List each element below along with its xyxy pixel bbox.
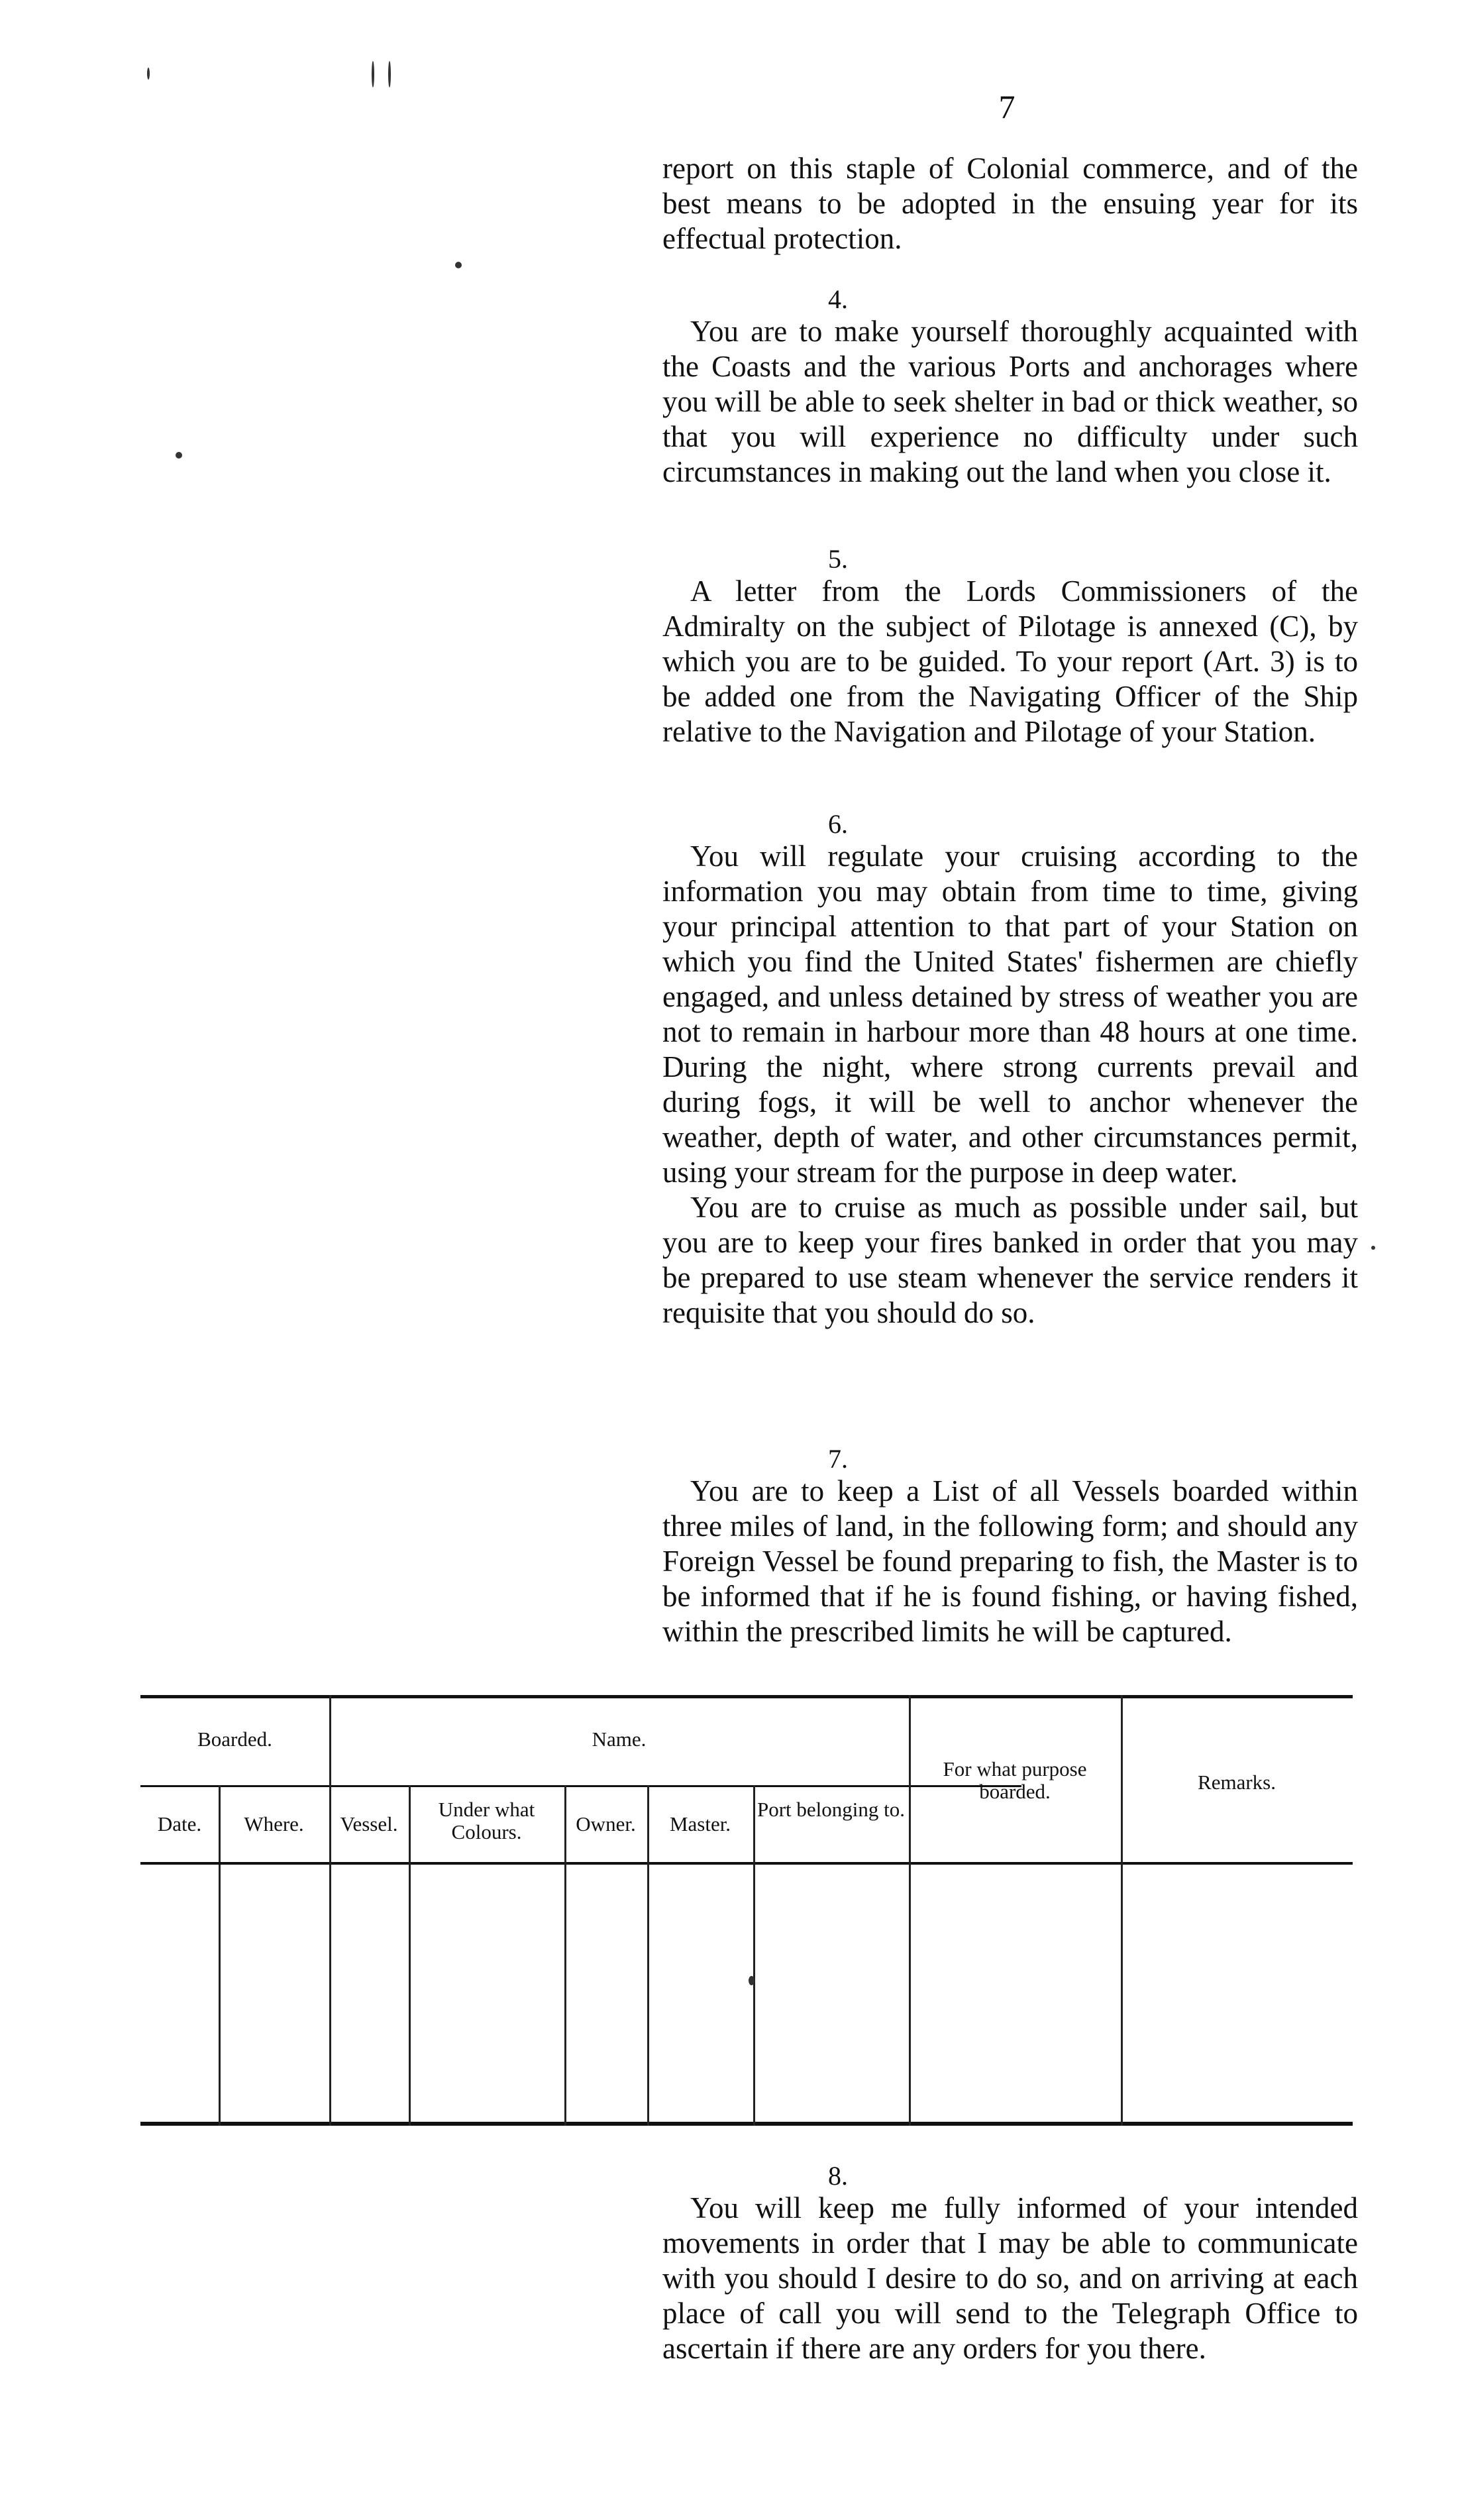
column-divider <box>1121 1695 1123 2126</box>
ink-spot <box>1371 1246 1375 1250</box>
page-number: 7 <box>998 88 1015 125</box>
vessels-boarded-table <box>140 1695 1353 2126</box>
section-number: 5. <box>828 544 848 574</box>
section-paragraph: You will regulate your cruising according to the information you may obtain from time to time, giving your principal attention to that part of your Station on which you find the United States' fishermen are chiefly engaged, and unless detained by stress of weather you are not to remain in harbour more than 48 hours at one time. During the night, where strong currents prevail and during fogs, it will be well to anchor whenever the weather, depth of water, and other circumstances permit, using your stream for the purpose in deep water. <box>662 840 1358 1189</box>
section-number: 8. <box>828 2161 848 2191</box>
section-7 <box>662 1445 1358 1649</box>
section-paragraph: A letter from the Lords Commissioners of the Admiralty on the subject of Pilotage is annexed (C), by which you are to be guided. To your report (Art. 3) is to be added one from the Navigating Officer of the Ship relative to the Navigation and Pilotage of your Station. <box>662 575 1358 748</box>
header-port: Port belonging to. <box>756 1798 906 1821</box>
header-name: Name. <box>592 1727 647 1751</box>
header-purpose: For what purpose boarded. <box>943 1757 1087 1803</box>
column-divider <box>409 1865 411 2126</box>
section-paragraph: You are to keep a List of all Vessels boarded within three miles of land, in the following form; and should any Foreign Vessel be found preparing to fish, the Master is to be informed that if he is found fishing, or having fished, within the prescribed limits he will be captured. <box>662 1474 1358 1648</box>
section-number: 6. <box>828 809 848 839</box>
ink-spot <box>749 1976 755 1985</box>
header-boarded: Boarded. <box>197 1727 272 1751</box>
section-number: 7. <box>828 1444 848 1474</box>
margin-mark <box>372 61 374 87</box>
header-date: Date. <box>157 1812 202 1835</box>
table-top-rule <box>140 1695 1353 1698</box>
column-divider <box>329 1695 331 2126</box>
column-divider <box>564 1785 566 2126</box>
section-6 <box>662 810 1358 1331</box>
section-4 <box>662 285 1358 490</box>
header-where: Where. <box>244 1812 304 1835</box>
header-owner: Owner. <box>576 1812 636 1835</box>
section-number: 4. <box>828 284 848 314</box>
margin-mark <box>147 68 150 80</box>
ink-spot <box>176 452 182 459</box>
column-divider <box>753 1785 755 2126</box>
table-bottom-rule <box>140 2122 1353 2126</box>
section-paragraph: You are to cruise as much as possible under sail, but you are to keep your fires banked in order that you may be prepared to use steam whenever the service renders it requisite that you should do so. <box>662 1191 1358 1329</box>
margin-mark <box>388 61 391 87</box>
section-8 <box>662 2162 1358 2366</box>
table-header-rule <box>140 1862 1353 1865</box>
header-vessel: Vessel. <box>340 1812 398 1835</box>
column-divider <box>219 1865 221 2126</box>
ink-spot <box>455 262 462 268</box>
header-colours: Under what Colours. <box>438 1798 535 1843</box>
header-remarks: Remarks. <box>1198 1771 1276 1794</box>
section-paragraph: You will keep me fully informed of your intended movements in order that I may be able to communicate with you should I desire to do so, and on arriving at each place of call you will send to the Telegraph Office to ascertain if there are any orders for you there. <box>662 2191 1358 2365</box>
continuation-paragraph: report on this staple of Colonial commerce, and of the best means to be adopted in the ensuing year for its effectual protection. <box>662 152 1358 255</box>
continuation-paragraph-block <box>662 151 1358 256</box>
column-divider <box>647 1785 649 2126</box>
section-5 <box>662 545 1358 749</box>
header-master: Master. <box>669 1812 731 1835</box>
section-paragraph: You are to make yourself thoroughly acquainted with the Coasts and the various Ports and anchorages where you will be able to seek shelter in bad or thick weather, so that you will experience no difficulty under such circumstances in making out the land when you close it. <box>662 315 1358 488</box>
